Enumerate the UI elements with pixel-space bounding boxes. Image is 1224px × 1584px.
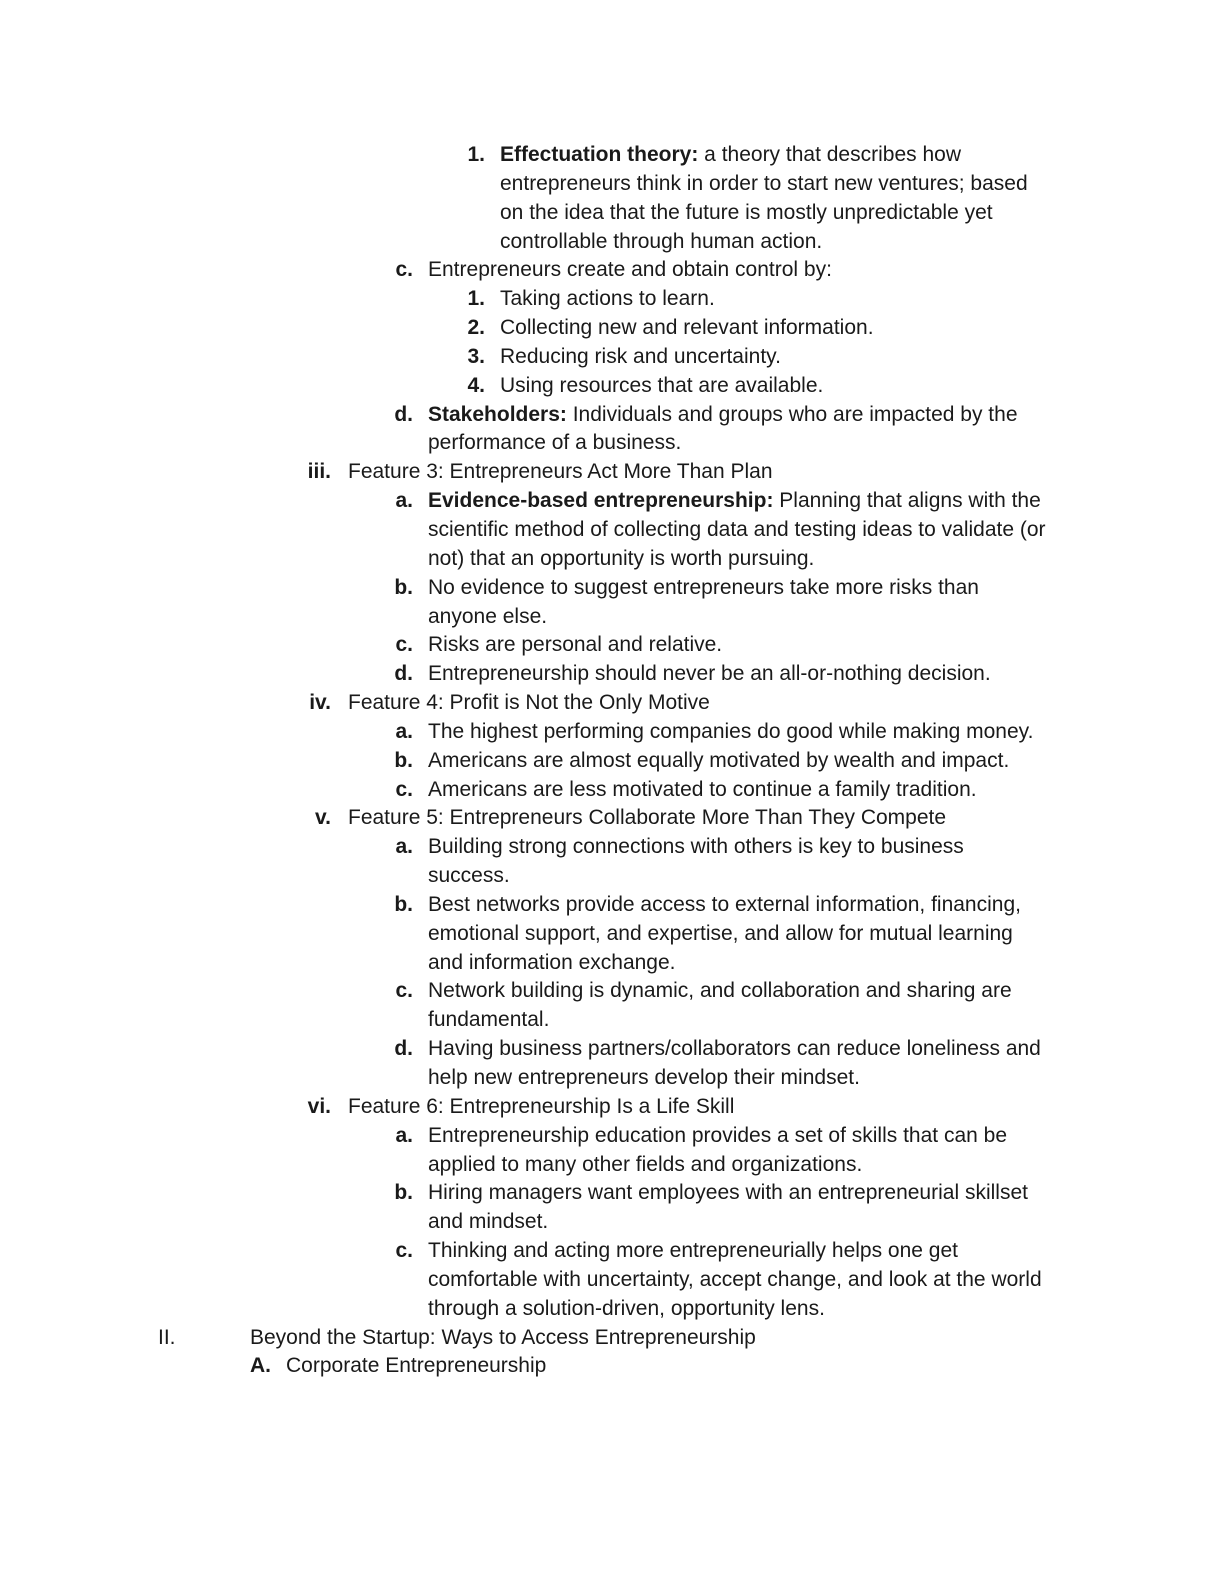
item-text [428,776,977,805]
list-marker: A. [250,1354,271,1378]
item-body: entrepreneurs think in order to start new ventures; based [500,171,1028,195]
item-text [428,862,510,891]
item-text [428,1179,1028,1208]
list-marker: a. [395,1123,413,1147]
outline-item [0,1122,1224,1151]
item-text [500,343,781,372]
outline-item [0,747,1224,776]
list-marker: a. [395,835,413,859]
item-text [428,401,1018,430]
item-body: Entrepreneurs create and obtain control by: [428,258,832,282]
list-marker: c. [395,777,413,801]
item-text [500,285,715,314]
item-body: Collecting new and relevant information. [500,316,874,340]
list-marker: b. [394,892,413,916]
item-body: Entrepreneurship education provides a set of skills that can be [428,1123,1008,1147]
list-marker: 1. [467,143,485,166]
outline-item [0,285,1224,314]
outline-item-continuation [0,199,1224,228]
outline-item-continuation [0,429,1224,458]
outline-item [0,1324,1224,1353]
item-text [428,1266,1042,1295]
outline-item [0,372,1224,401]
list-marker: d. [394,1037,413,1061]
item-body: Network building is dynamic, and collaboration and sharing are [428,979,1012,1003]
item-text [428,891,1021,920]
item-text [428,1035,1041,1064]
item-body: performance of a business. [428,431,682,455]
item-body: Individuals and groups who are impacted by the [566,402,1018,426]
item-body: Entrepreneurship should never be an all-or-nothing decision. [428,662,991,686]
item-text [500,372,823,401]
outline-item [0,487,1224,516]
item-body: applied to many other fields and organizations. [428,1152,863,1176]
item-body: No evidence to suggest entrepreneurs take more risks than [428,575,979,599]
list-marker: 2. [467,316,485,340]
item-text [286,1352,546,1381]
item-body: anyone else. [428,604,548,628]
item-body: Americans are almost equally motivated by wealth and impact. [428,748,1010,772]
outline-item-continuation [0,949,1224,978]
item-body: Feature 5: Entrepreneurs Collaborate More Than They Compete [348,806,947,830]
outline-item-continuation [0,1006,1224,1035]
item-body: help new entrepreneurs develop their mindset. [428,1066,860,1089]
item-text [428,429,681,458]
outline-item [0,574,1224,603]
item-body: Best networks provide access to external information, financing, [428,892,1021,916]
item-text [428,1064,860,1093]
defined-term: Evidence-based entrepreneurship: [428,489,774,513]
outline-item-continuation [0,1208,1224,1237]
outline-item [0,256,1224,285]
item-text [428,660,991,689]
outline-item [0,833,1224,862]
list-marker: c. [395,979,413,1003]
outline-item [0,141,1224,170]
list-marker: b. [394,575,413,599]
item-text [348,1093,734,1122]
outline-item-continuation [0,170,1224,199]
list-marker: b. [394,1181,413,1205]
item-text [428,545,814,574]
outline-item [0,314,1224,343]
item-text [348,458,773,487]
item-body: Beyond the Startup: Ways to Access Entrepreneurship [250,1325,756,1349]
item-body: Using resources that are available. [500,373,824,397]
outline-item-continuation [0,862,1224,891]
list-marker: a. [395,489,413,513]
list-marker: 4. [467,373,485,397]
item-text [500,199,993,228]
outline-item-continuation [0,603,1224,632]
item-text [348,689,710,718]
item-text [428,977,1012,1006]
list-marker: a. [395,719,413,743]
outline-item [0,660,1224,689]
item-text [428,1006,549,1035]
outline-item [0,343,1224,372]
item-body: fundamental. [428,1008,550,1032]
list-marker: c. [395,1239,413,1263]
item-text [500,228,822,257]
item-text [428,1151,862,1180]
defined-term: Effectuation theory: [500,143,699,166]
outline-item-continuation [0,920,1224,949]
item-body: through a solution-driven, opportunity lens. [428,1296,825,1320]
item-body: Taking actions to learn. [500,287,715,311]
list-marker: b. [394,748,413,772]
item-body: emotional support, and expertise, and allow for mutual learning [428,921,1013,945]
item-body: not) that an opportunity is worth pursuing. [428,546,815,570]
item-body: comfortable with uncertainty, accept change, and look at the world [428,1267,1042,1291]
outline-item [0,458,1224,487]
outline-item-continuation [0,516,1224,545]
item-text [428,747,1009,776]
item-text [428,1237,958,1266]
outline-item [0,977,1224,1006]
item-text [428,1122,1007,1151]
outline-item-continuation [0,228,1224,257]
outline-item [0,1179,1224,1208]
list-marker: c. [395,258,413,282]
item-body: Having business partners/collaborators can reduce loneliness and [428,1037,1041,1061]
item-text [428,1208,548,1237]
item-text [428,631,722,660]
item-text [348,804,946,833]
item-text [428,718,1033,747]
item-text [428,256,832,285]
item-text [250,1324,756,1353]
item-text [428,487,1041,516]
outline-item [0,776,1224,805]
defined-term: Stakeholders: [428,402,567,426]
outline-item [0,804,1224,833]
outline-item [0,1352,1224,1381]
item-text [428,574,979,603]
item-body: Feature 3: Entrepreneurs Act More Than Plan [348,460,773,484]
item-text [428,603,547,632]
outline-item [0,891,1224,920]
item-text [428,920,1013,949]
list-marker: 1. [467,287,485,311]
list-marker: c. [395,633,413,657]
item-body: Risks are personal and relative. [428,633,723,657]
item-body: on the idea that the future is mostly unpredictable yet [500,200,993,224]
outline-item-continuation [0,1295,1224,1324]
outline-item [0,401,1224,430]
document-outline [0,141,1224,1381]
list-marker: iv. [309,691,331,715]
item-text [500,314,874,343]
item-body: Hiring managers want employees with an entrepreneurial skillset [428,1181,1028,1205]
outline-item-continuation [0,1064,1224,1093]
list-marker: d. [394,402,413,426]
item-body: and mindset. [428,1210,549,1234]
item-body: Building strong connections with others is key to business [428,835,964,859]
item-text [428,516,1046,545]
outline-item-continuation [0,1151,1224,1180]
item-body: Americans are less motivated to continue a family tradition. [428,777,977,801]
item-text [428,1295,825,1324]
item-text [500,170,1028,199]
outline-item [0,718,1224,747]
list-marker: II. [158,1325,176,1349]
list-marker: 3. [467,344,485,368]
item-text [428,949,676,978]
item-body: and information exchange. [428,950,676,974]
outline-item [0,1237,1224,1266]
outline-item [0,631,1224,660]
list-marker: iii. [307,460,331,484]
outline-item [0,1093,1224,1122]
outline-item-continuation [0,1266,1224,1295]
item-body: scientific method of collecting data and testing ideas to validate (or [428,517,1046,541]
item-body: Thinking and acting more entrepreneurially helps one get [428,1239,958,1263]
outline-item-continuation [0,545,1224,574]
outline-item [0,689,1224,718]
list-marker: d. [394,662,413,686]
item-body: a theory that describes how [698,143,961,166]
item-body: Feature 6: Entrepreneurship Is a Life Skill [348,1094,735,1118]
outline-item [0,1035,1224,1064]
item-body: success. [428,864,510,888]
item-body: controllable through human action. [500,229,823,253]
item-body: Reducing risk and uncertainty. [500,344,781,368]
item-text [500,141,961,170]
item-text [428,833,964,862]
item-body: The highest performing companies do good while making money. [428,719,1034,743]
list-marker: vi. [307,1094,331,1118]
list-marker: v. [315,806,331,830]
item-body: Feature 4: Profit is Not the Only Motive [348,691,710,715]
item-body: Planning that aligns with the [773,489,1041,513]
item-body: Corporate Entrepreneurship [286,1354,547,1378]
